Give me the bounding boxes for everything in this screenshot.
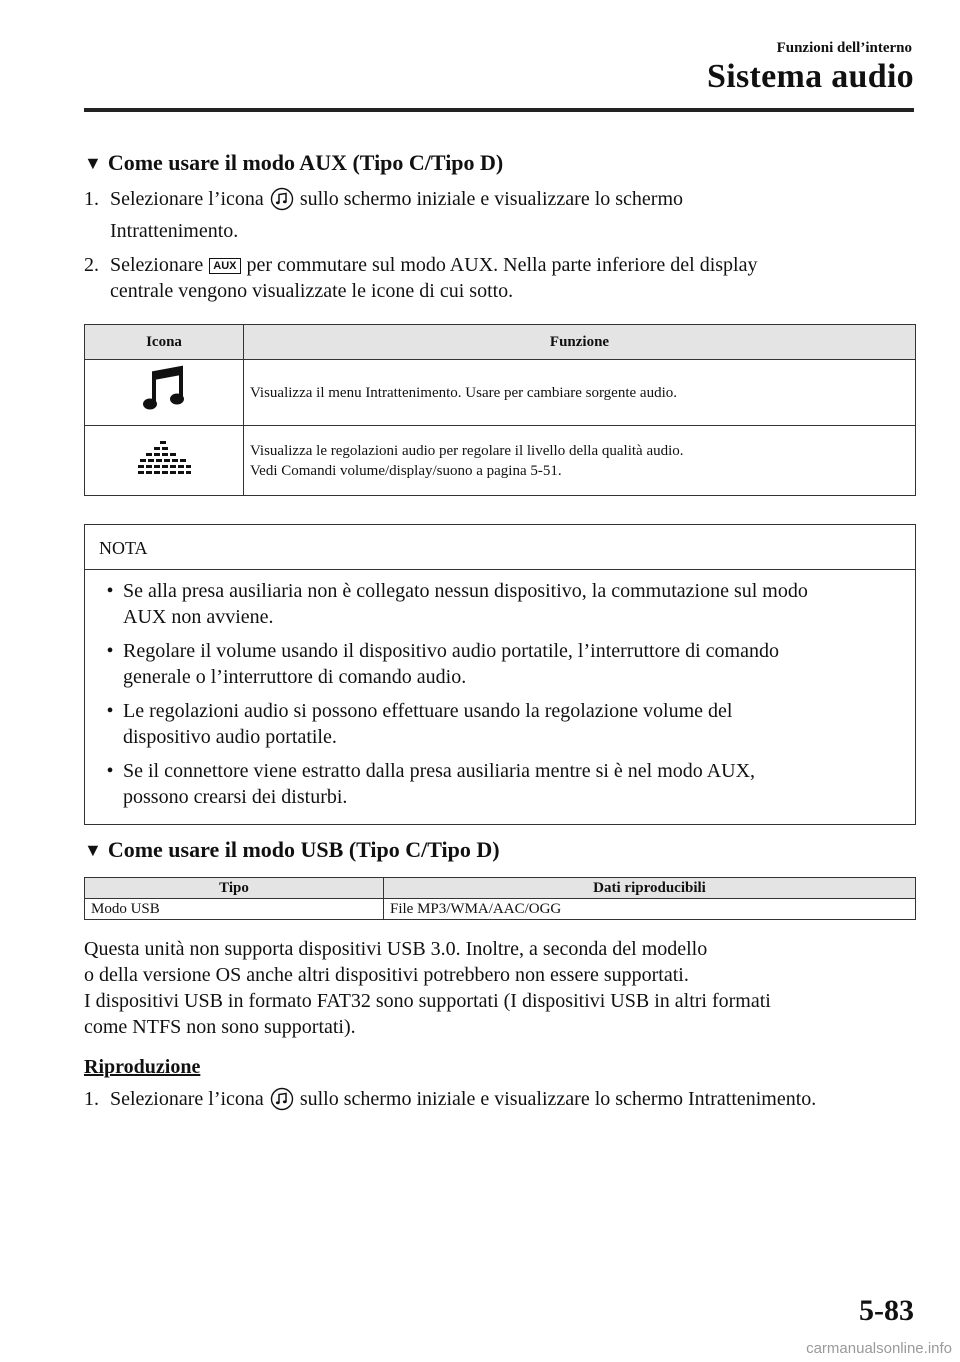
bullet-icon: • xyxy=(106,700,114,722)
note-text xyxy=(123,578,901,630)
bullet-icon: • xyxy=(106,760,114,782)
step-text-part: Intrattenimento. xyxy=(110,220,239,242)
step-number: 1. xyxy=(84,188,99,210)
paragraph-line: Questa unità non supporta dispositivi USB 3.0. Inoltre, a seconda del modello xyxy=(84,938,708,960)
aux-button-icon: AUX xyxy=(209,258,240,274)
step-number: 1. xyxy=(84,1088,99,1110)
table-row xyxy=(85,899,916,920)
triangle-down-icon: ▼ xyxy=(84,840,102,860)
page-content xyxy=(84,150,916,1126)
riproduzione-heading: Riproduzione xyxy=(84,1056,201,1078)
note-title: NOTA xyxy=(85,525,915,570)
note-line: possono crearsi dei disturbi. xyxy=(123,786,348,808)
step-text xyxy=(110,252,916,304)
list-item xyxy=(97,578,901,630)
paragraph-line: o della versione OS anche altri dispositivi potrebbero non essere supportati. xyxy=(84,964,689,986)
table-row xyxy=(85,426,916,496)
bullet-icon: • xyxy=(106,580,114,602)
usb-section-title: Come usare il modo USB (Tipo C/Tipo D) xyxy=(107,837,500,862)
step-text-part: Selezionare xyxy=(110,254,204,276)
note-box xyxy=(84,524,916,825)
aux-icon-table xyxy=(84,324,916,496)
usb-step-1 xyxy=(84,1086,916,1118)
list-item xyxy=(97,758,901,810)
aux-section-heading xyxy=(84,150,916,176)
header-rule xyxy=(84,108,914,112)
note-line: Regolare il volume usando il dispositivo audio portatile, l’interruttore di comando xyxy=(123,640,779,662)
chapter-title: Funzioni dell’interno xyxy=(776,40,912,56)
note-text xyxy=(123,758,901,810)
function-cell: Visualizza il menu Intrattenimento. Usare per cambiare sorgente audio. xyxy=(244,360,916,426)
note-line: AUX non avviene. xyxy=(123,606,274,628)
step-text-part: sullo schermo iniziale e visualizzare lo schermo xyxy=(299,188,684,210)
step-text-part: Selezionare l’icona xyxy=(110,1088,264,1110)
column-header-icon: Icona xyxy=(85,325,244,360)
note-text xyxy=(123,698,901,750)
aux-step-2 xyxy=(84,252,916,304)
function-text: Vedi Comandi volume/display/suono a pagina 5-51. xyxy=(250,462,562,479)
aux-section-title: Come usare il modo AUX (Tipo C/Tipo D) xyxy=(107,150,504,175)
column-header-data: Dati riproducibili xyxy=(384,878,916,899)
usb-section-heading xyxy=(84,837,916,863)
footer-watermark: carmanualsonline.info xyxy=(806,1340,952,1357)
paragraph-line: I dispositivi USB in formato FAT32 sono supportati (I dispositivi USB in altri formati xyxy=(84,990,771,1012)
bullet-icon: • xyxy=(106,640,114,662)
step-text-part: sullo schermo iniziale e visualizzare lo schermo Intrattenimento. xyxy=(299,1088,817,1110)
step-text xyxy=(110,1086,916,1118)
table-header-row xyxy=(85,878,916,899)
table-cell: File MP3/WMA/AAC/OGG xyxy=(384,899,916,920)
column-header-function: Funzione xyxy=(244,325,916,360)
function-text: Visualizza le regolazioni audio per regolare il livello della qualità audio. xyxy=(250,442,684,459)
function-cell xyxy=(244,426,916,496)
note-line: Se il connettore viene estratto dalla presa ausiliaria mentre si è nel modo AUX, xyxy=(123,760,756,782)
column-header-type: Tipo xyxy=(85,878,384,899)
note-line: generale o l’interruttore di comando audio. xyxy=(123,666,467,688)
step-text-part: Selezionare l’icona xyxy=(110,188,264,210)
list-item xyxy=(97,698,901,750)
table-header-row xyxy=(85,325,916,360)
note-text xyxy=(123,638,901,690)
usb-paragraph xyxy=(84,936,916,1040)
music-note-icon xyxy=(141,403,187,419)
section-title: Sistema audio xyxy=(707,58,914,95)
icon-cell xyxy=(85,360,244,426)
paragraph-line: come NTFS non sono supportati). xyxy=(84,1016,356,1038)
triangle-down-icon: ▼ xyxy=(84,153,102,173)
music-note-circle-icon xyxy=(270,1087,294,1118)
step-text-part: centrale vengono visualizzate le icone di cui sotto. xyxy=(110,280,514,302)
icon-cell xyxy=(85,426,244,496)
note-line: Se alla presa ausiliaria non è collegato nessun dispositivo, la commutazione sul modo xyxy=(123,580,808,602)
step-text-part: per commutare sul modo AUX. Nella parte inferiore del display xyxy=(246,254,758,276)
table-cell: Modo USB xyxy=(85,899,384,920)
note-line: dispositivo audio portatile. xyxy=(123,726,337,748)
equalizer-icon xyxy=(136,465,192,481)
note-body xyxy=(85,570,915,824)
music-note-circle-icon xyxy=(270,187,294,218)
page-number: 5-83 xyxy=(859,1294,914,1327)
table-row xyxy=(85,360,916,426)
step-number: 2. xyxy=(84,254,99,276)
step-text xyxy=(110,186,916,244)
usb-data-table xyxy=(84,877,916,920)
aux-step-1 xyxy=(84,186,916,244)
list-item xyxy=(97,638,901,690)
note-line: Le regolazioni audio si possono effettuare usando la regolazione volume del xyxy=(123,700,733,722)
